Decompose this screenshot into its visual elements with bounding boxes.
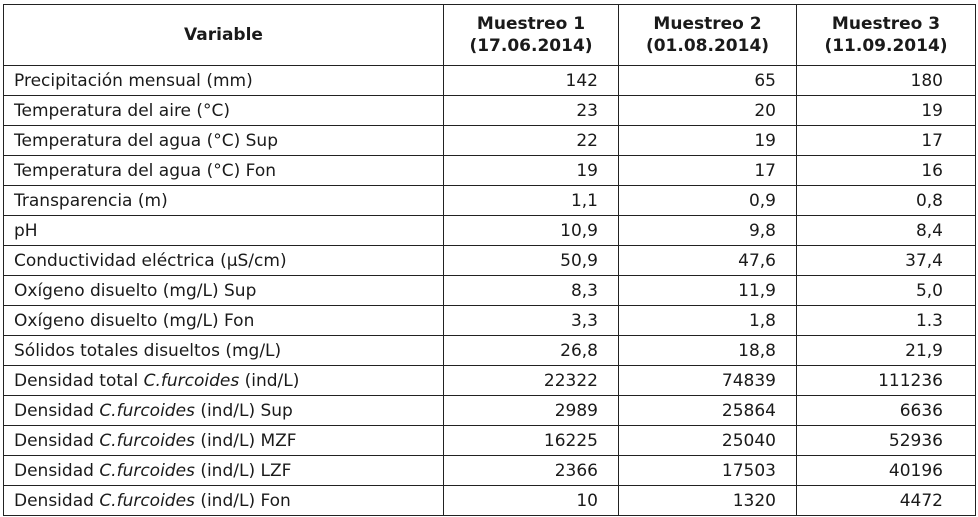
cell-muestreo-1: 16225 [444, 426, 619, 456]
row-label: Transparencia (m) [4, 186, 444, 216]
row-label [4, 456, 444, 486]
cell-muestreo-1: 26,8 [444, 336, 619, 366]
table-row [4, 276, 976, 306]
cell-muestreo-1: 2989 [444, 396, 619, 426]
header-row [4, 5, 976, 66]
header-muestreo-3-date: (11.09.2014) [824, 36, 948, 56]
header-muestreo-2-title: Muestreo 2 [653, 14, 762, 34]
header-muestreo-1-title: Muestreo 1 [476, 14, 586, 34]
row-label [4, 486, 444, 516]
cell-muestreo-1: 50,9 [444, 246, 619, 276]
cell-muestreo-2: 0,9 [619, 186, 797, 216]
cell-muestreo-3: 180 [797, 66, 976, 96]
row-label-post: (ind/L) LZF [194, 460, 292, 481]
row-label-post: (ind/L) [239, 370, 300, 391]
cell-muestreo-1: 22322 [444, 366, 619, 396]
row-label-post: (ind/L) MZF [194, 430, 297, 451]
cell-muestreo-2: 47,6 [619, 246, 797, 276]
row-label: Conductividad eléctrica (µS/cm) [4, 246, 444, 276]
header-variable: Variable [4, 5, 444, 66]
row-label [4, 366, 444, 396]
row-label-post: (ind/L) Sup [194, 400, 293, 421]
row-label: Sólidos totales disueltos (mg/L) [4, 336, 444, 366]
cell-muestreo-2: 18,8 [619, 336, 797, 366]
row-label: Oxígeno disuelto (mg/L) Sup [4, 276, 444, 306]
cell-muestreo-2: 65 [619, 66, 797, 96]
species-name: C.furcoides [143, 370, 240, 391]
cell-muestreo-3: 1.3 [797, 306, 976, 336]
cell-muestreo-2: 9,8 [619, 216, 797, 246]
cell-muestreo-2: 17 [619, 156, 797, 186]
cell-muestreo-1: 22 [444, 126, 619, 156]
table-row [4, 186, 976, 216]
cell-muestreo-2: 19 [619, 126, 797, 156]
species-name: C.furcoides [99, 400, 195, 421]
cell-muestreo-3: 4472 [797, 486, 976, 516]
header-muestreo-1-date: (17.06.2014) [469, 36, 593, 56]
row-label: Temperatura del agua (°C) Sup [4, 126, 444, 156]
cell-muestreo-3: 37,4 [797, 246, 976, 276]
header-muestreo-1 [444, 5, 619, 66]
table-row [4, 306, 976, 336]
cell-muestreo-1: 142 [444, 66, 619, 96]
table-row [4, 216, 976, 246]
cell-muestreo-3: 6636 [797, 396, 976, 426]
cell-muestreo-1: 3,3 [444, 306, 619, 336]
table-row [4, 486, 976, 516]
species-name: C.furcoides [99, 460, 195, 481]
row-label: Precipitación mensual (mm) [4, 66, 444, 96]
cell-muestreo-2: 25040 [619, 426, 797, 456]
cell-muestreo-1: 2366 [444, 456, 619, 486]
row-label: pH [4, 216, 444, 246]
table-row [4, 426, 976, 456]
cell-muestreo-3: 17 [797, 126, 976, 156]
table-row [4, 396, 976, 426]
cell-muestreo-3: 21,9 [797, 336, 976, 366]
header-muestreo-3-title: Muestreo 3 [831, 14, 941, 34]
row-label: Temperatura del aire (°C) [4, 96, 444, 126]
cell-muestreo-2: 1,8 [619, 306, 797, 336]
header-muestreo-2 [619, 5, 797, 66]
row-label-pre: Densidad [14, 430, 100, 451]
table-row [4, 366, 976, 396]
table-row [4, 246, 976, 276]
cell-muestreo-3: 0,8 [797, 186, 976, 216]
row-label: Oxígeno disuelto (mg/L) Fon [4, 306, 444, 336]
cell-muestreo-2: 1320 [619, 486, 797, 516]
header-muestreo-2-date: (01.08.2014) [645, 36, 770, 56]
row-label: Temperatura del agua (°C) Fon [4, 156, 444, 186]
cell-muestreo-2: 11,9 [619, 276, 797, 306]
table-row [4, 456, 976, 486]
row-label-pre: Densidad [14, 460, 100, 481]
row-label-pre: Densidad [14, 400, 100, 421]
cell-muestreo-3: 111236 [797, 366, 976, 396]
cell-muestreo-3: 16 [797, 156, 976, 186]
cell-muestreo-1: 1,1 [444, 186, 619, 216]
row-label-pre: Densidad [14, 490, 100, 511]
row-label-post: (ind/L) Fon [194, 490, 291, 511]
cell-muestreo-1: 23 [444, 96, 619, 126]
cell-muestreo-1: 8,3 [444, 276, 619, 306]
cell-muestreo-1: 10 [444, 486, 619, 516]
row-label-pre: Densidad total [14, 370, 144, 391]
cell-muestreo-1: 10,9 [444, 216, 619, 246]
row-label [4, 396, 444, 426]
table-row [4, 156, 976, 186]
cell-muestreo-3: 40196 [797, 456, 976, 486]
data-table [3, 4, 976, 516]
species-name: C.furcoides [99, 430, 195, 451]
table-row [4, 336, 976, 366]
species-name: C.furcoides [99, 490, 195, 511]
table-row [4, 96, 976, 126]
cell-muestreo-2: 74839 [619, 366, 797, 396]
cell-muestreo-3: 8,4 [797, 216, 976, 246]
cell-muestreo-1: 19 [444, 156, 619, 186]
cell-muestreo-2: 17503 [619, 456, 797, 486]
cell-muestreo-3: 5,0 [797, 276, 976, 306]
cell-muestreo-3: 19 [797, 96, 976, 126]
cell-muestreo-3: 52936 [797, 426, 976, 456]
table-row [4, 66, 976, 96]
cell-muestreo-2: 25864 [619, 396, 797, 426]
cell-muestreo-2: 20 [619, 96, 797, 126]
header-muestreo-3 [797, 5, 976, 66]
table-row [4, 126, 976, 156]
row-label [4, 426, 444, 456]
